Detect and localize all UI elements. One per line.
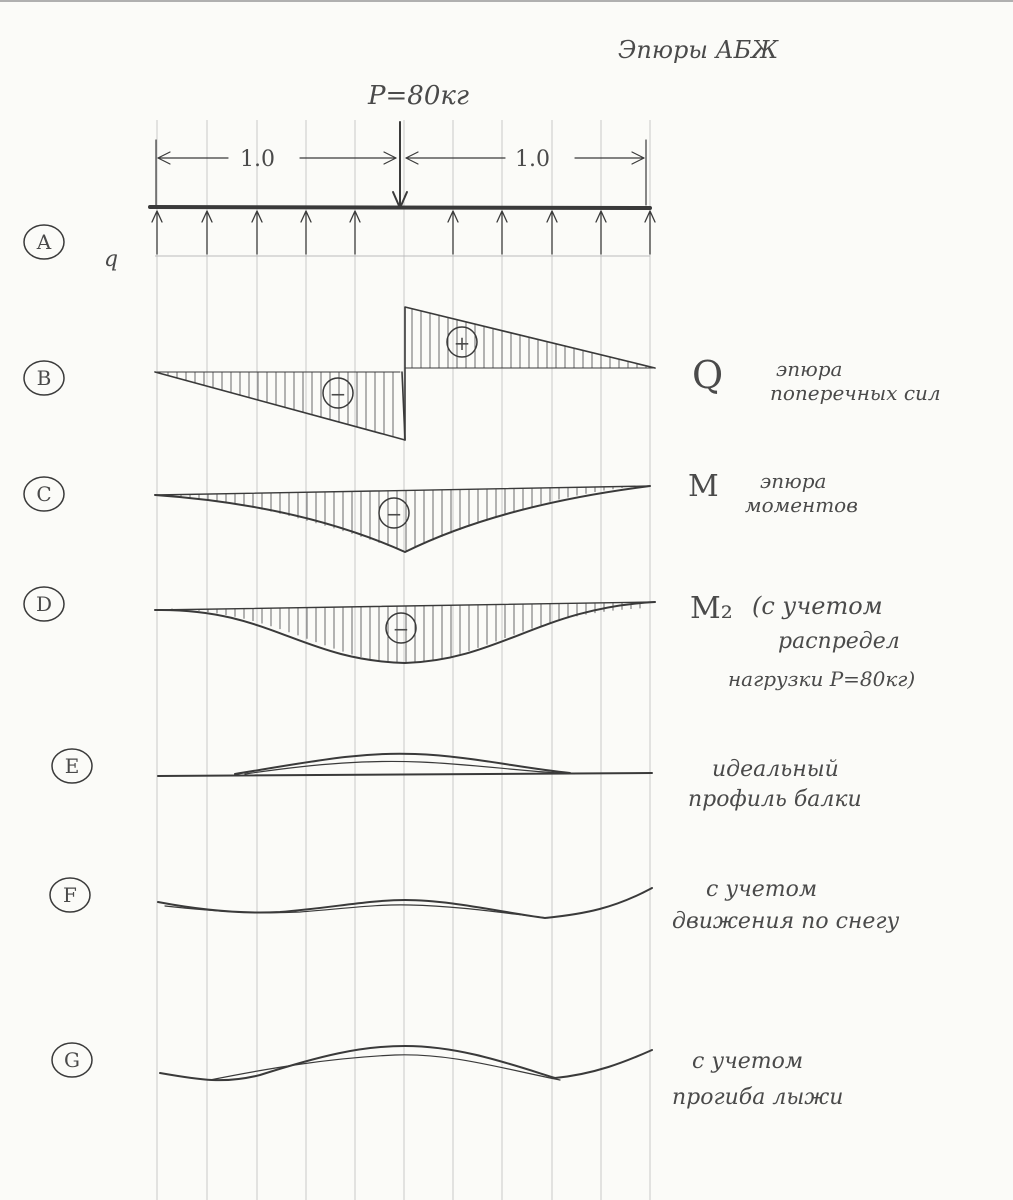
hatching bbox=[168, 309, 646, 437]
shear-diagram bbox=[155, 307, 655, 440]
load-arrow bbox=[547, 211, 557, 254]
caption-f-line1: с учетом bbox=[706, 877, 818, 902]
caption-g-line1: с учетом bbox=[692, 1049, 804, 1074]
row-letter: F bbox=[63, 883, 77, 907]
caption-b-line1: эпюра bbox=[776, 357, 843, 381]
caption-g-line2: прогиба лыжи bbox=[672, 1085, 844, 1110]
row-letter: G bbox=[64, 1048, 80, 1072]
grid-lines bbox=[157, 120, 650, 1200]
load-arrow bbox=[202, 211, 212, 254]
caption-c-line1: эпюра bbox=[760, 469, 827, 493]
symbol-q: Q bbox=[692, 353, 724, 397]
load-arrow bbox=[350, 211, 360, 254]
load-arrow bbox=[301, 211, 311, 254]
point-load-arrow bbox=[393, 122, 407, 208]
caption-e-line2: профиль балки bbox=[688, 787, 862, 812]
symbol-m: M bbox=[688, 469, 719, 504]
ski-deflection-profile bbox=[160, 1046, 652, 1080]
load-arrow bbox=[596, 211, 606, 254]
row-labels bbox=[24, 225, 92, 1077]
hatching bbox=[172, 486, 640, 551]
beam-a bbox=[150, 207, 655, 256]
caption-d-line2: распредел bbox=[778, 629, 900, 654]
load-arrow bbox=[497, 211, 507, 254]
distributed-load-label: q bbox=[104, 247, 119, 272]
row-letter: C bbox=[36, 482, 52, 506]
dimension-right-label: 1.0 bbox=[515, 147, 550, 172]
load-arrow bbox=[152, 211, 162, 254]
ideal-profile bbox=[158, 754, 652, 776]
row-letter: B bbox=[36, 366, 52, 390]
caption-f-line2: движения по снегу bbox=[672, 909, 900, 934]
shear-plus-sign: + bbox=[453, 331, 471, 355]
load-arrow bbox=[252, 211, 262, 254]
caption-d-line3: нагрузки P=80кг) bbox=[728, 667, 916, 691]
load-label: P=80кг bbox=[368, 81, 470, 111]
symbol-m2: M₂ bbox=[690, 591, 733, 626]
load-arrow bbox=[645, 211, 655, 254]
caption-b-line2: поперечных сил bbox=[770, 381, 941, 405]
row-letter: A bbox=[36, 230, 52, 254]
row-letter: D bbox=[35, 592, 53, 616]
moment-minus-sign: − bbox=[385, 502, 403, 526]
row-letter: E bbox=[64, 754, 80, 778]
moment-distributed-diagram bbox=[155, 602, 655, 663]
load-arrow bbox=[448, 211, 458, 254]
dimension-left-label: 1.0 bbox=[240, 147, 275, 172]
page-title: Эпюры АБЖ bbox=[618, 36, 779, 64]
snow-motion-profile bbox=[158, 888, 652, 918]
moment-diagram bbox=[155, 486, 650, 552]
caption-d-line1: (с учетом bbox=[752, 592, 883, 620]
caption-e-line1: идеальный bbox=[712, 757, 839, 782]
shear-minus-sign: − bbox=[329, 382, 347, 406]
caption-c-line2: моментов bbox=[745, 493, 858, 517]
distributed-moment-minus-sign: − bbox=[392, 617, 410, 641]
